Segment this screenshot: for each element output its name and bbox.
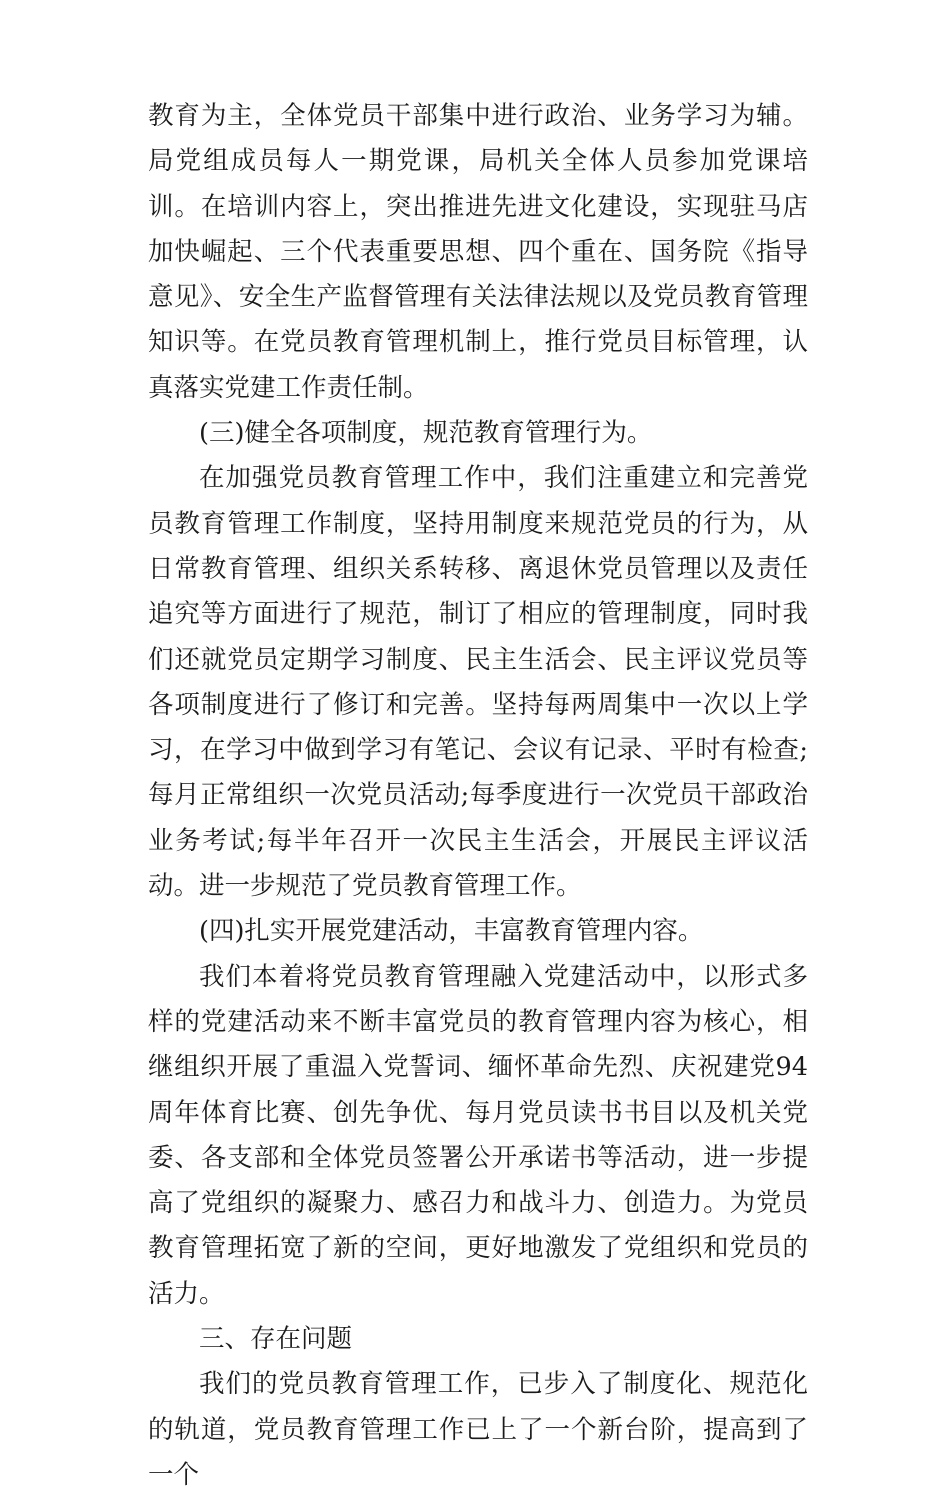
document-body [148, 94, 808, 1498]
section-heading-problems: 三、存在问题 [199, 1324, 353, 1355]
paragraph-problems-intro: 我们的党员教育管理工作，已步入了制度化、规范化的轨道，党员教育管理工作已上了一个新台阶，提高到了一个 [148, 1369, 808, 1490]
section-heading-four: (四)扎实开展党建活动，丰富教育管理内容。 [199, 916, 704, 947]
section-heading-three: (三)健全各项制度，规范教育管理行为。 [199, 418, 653, 449]
paragraph-continuation: 教育为主，全体党员干部集中进行政治、业务学习为辅。局党组成员每人一期党课，局机关全体人员参加党课培训。在培训内容上，突出推进先进文化建设，实现驻马店加快崛起、三个代表重要思想、四个重在、国务院《指导意见》、安全生产监督管理有关法律法规以及党员教育管理知识等。在党员教育管理机制上，推行党员目标管理，认真落实党建工作责任制。 [148, 101, 808, 403]
paragraph-system-rules: 在加强党员教育管理工作中，我们注重建立和完善党员教育管理工作制度，坚持用制度来规范党员的行为，从日常教育管理、组织关系转移、离退休党员管理以及责任追究等方面进行了规范，制订了相应的管理制度，同时我们还就党员定期学习制度、民主生活会、民主评议党员等各项制度进行了修订和完善。坚持每两周集中一次以上学习，在学习中做到学习有笔记、会议有记录、平时有检查;每月正常组织一次党员活动;每季度进行一次党员干部政治业务考试;每半年召开一次民主生活会，开展民主评议活动。进一步规范了党员教育管理工作。 [148, 463, 808, 902]
paragraph-party-activities: 我们本着将党员教育管理融入党建活动中，以形式多样的党建活动来不断丰富党员的教育管理内容为核心，相继组织开展了重温入党誓词、缅怀革命先烈、庆祝建党94周年体育比赛、创先争优、每月党员读书书目以及机关党委、各支部和全体党员签署公开承诺书等活动，进一步提高了党组织的凝聚力、感召力和战斗力、创造力。为党员教育管理拓宽了新的空间，更好地激发了党组织和党员的活力。 [148, 961, 808, 1309]
